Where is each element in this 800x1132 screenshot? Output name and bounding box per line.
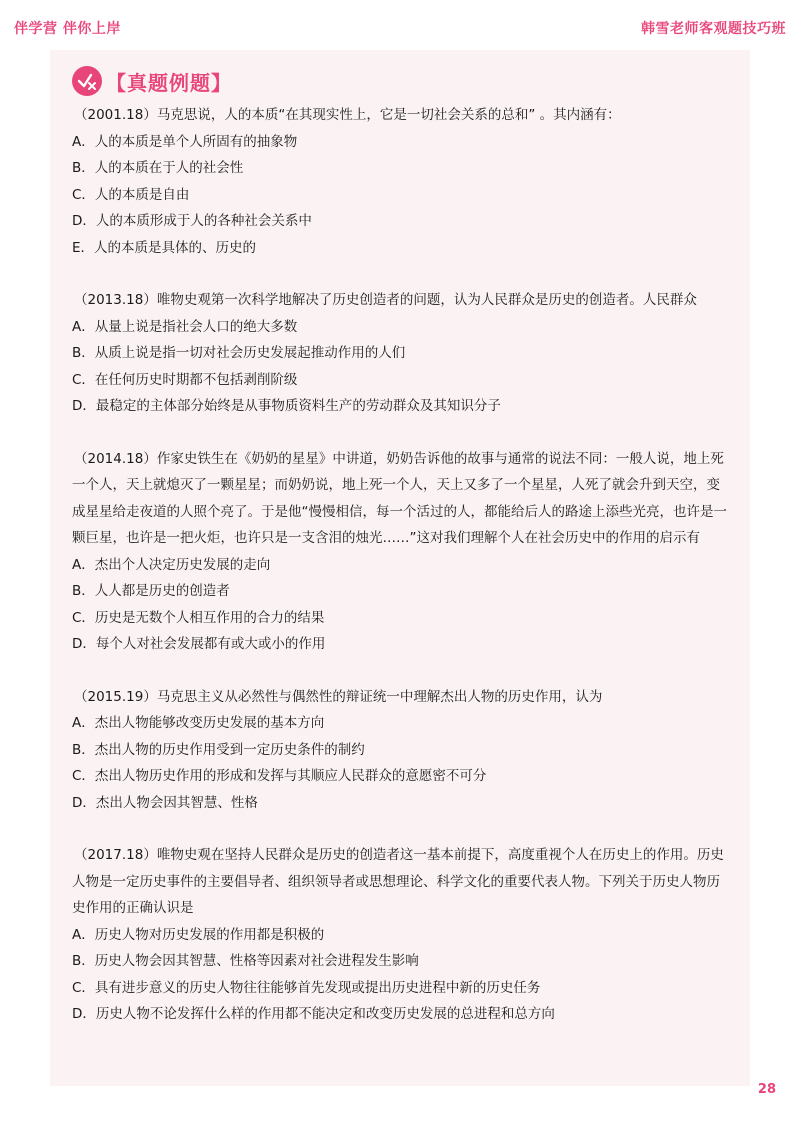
check-cross-badge-icon xyxy=(72,66,102,96)
option-c: C．杰出人物历史作用的形成和发挥与其顺应人民群众的意愿密不可分 xyxy=(72,768,487,784)
option-a: A．从量上说是指社会人口的绝大多数 xyxy=(72,318,298,335)
header-course-title: 韩雪老师客观题技巧班 xyxy=(641,21,786,37)
option-d: D．最稳定的主体部分始终是从事物质资料生产的劳动群众及其知识分子 xyxy=(72,398,501,414)
option-b: B．杰出人物的历史作用受到一定历史条件的制约 xyxy=(72,741,365,758)
option-b: B．从质上说是指一切对社会历史发展起推动作用的人们 xyxy=(72,345,406,361)
question-2 xyxy=(72,287,728,420)
question-5 xyxy=(72,842,728,1028)
section-header xyxy=(72,64,728,98)
question-3 xyxy=(72,446,728,658)
option-c: C．在任何历史时期都不包括剥削阶级 xyxy=(72,371,298,388)
option-c: C．具有进步意义的历史人物往往能够首先发现或提出历史进程中新的历史任务 xyxy=(72,979,541,996)
option-e: E．人的本质是具体的、历史的 xyxy=(72,239,257,256)
content-panel xyxy=(50,50,750,1086)
option-a: A．杰出人物能够改变历史发展的基本方向 xyxy=(72,715,325,731)
page-number: 28 xyxy=(757,1082,776,1097)
option-d: D．人的本质形成于人的各种社会关系中 xyxy=(72,213,312,229)
question-1 xyxy=(72,102,728,261)
question-stem: （2014.18）作家史铁生在《奶奶的星星》中讲道，奶奶告诉他的故事与通常的说法不同：一般人说，地上死一个人，天上就熄灭了一颗星星；而奶奶说，地上死一个人，天上又多了一个星星，人死了就会升到天空，变成星星给走夜道的人照个亮了。于是他“慢慢相信，每一个活过的人，都能给后人的路途上添些光亮，也许是一颗巨星，也许是一把火炬，也许只是一支含泪的烛光……”这对我们理解个人在社会历史中的作用的启示有 xyxy=(72,450,727,546)
option-b: B．人的本质在于人的社会性 xyxy=(72,160,244,176)
question-4 xyxy=(72,684,728,817)
option-a: A．人的本质是单个人所固有的抽象物 xyxy=(72,133,298,150)
option-b: B．人人都是历史的创造者 xyxy=(72,583,230,599)
header-brand-slogan: 伴学营 伴你上岸 xyxy=(14,21,121,37)
question-stem: （2015.19）马克思主义从必然性与偶然性的辩证统一中理解杰出人物的历史作用，认为 xyxy=(74,688,603,705)
question-stem: （2001.18）马克思说，人的本质“在其现实性上，它是一切社会关系的总和” 。其内涵有： xyxy=(74,107,621,123)
option-c: C．人的本质是自由 xyxy=(72,186,190,203)
section-title: 【真题例题】 xyxy=(106,70,232,95)
option-d: D．每个人对社会发展都有或大或小的作用 xyxy=(72,636,326,652)
option-a: A．历史人物对历史发展的作用都是积极的 xyxy=(72,926,325,943)
question-stem: （2017.18）唯物史观在坚持人民群众是历史的创造者这一基本前提下，高度重视个人在历史上的作用。历史人物是一定历史事件的主要倡导者、组织领导者或思想理论、科学文化的重要代表人物。下列关于历史人物历史作用的正确认识是 xyxy=(72,847,724,916)
option-a: A．杰出个人决定历史发展的走向 xyxy=(72,556,271,573)
question-stem: （2013.18）唯物史观第一次科学地解决了历史创造者的问题，认为人民群众是历史的创造者。人民群众 xyxy=(74,292,697,308)
option-d: D．杰出人物会因其智慧、性格 xyxy=(72,794,258,811)
option-c: C．历史是无数个人相互作用的合力的结果 xyxy=(72,609,325,626)
option-d: D．历史人物不论发挥什么样的作用都不能决定和改变历史发展的总进程和总方向 xyxy=(72,1006,555,1022)
option-b: B．历史人物会因其智慧、性格等因素对社会进程发生影响 xyxy=(72,953,419,969)
